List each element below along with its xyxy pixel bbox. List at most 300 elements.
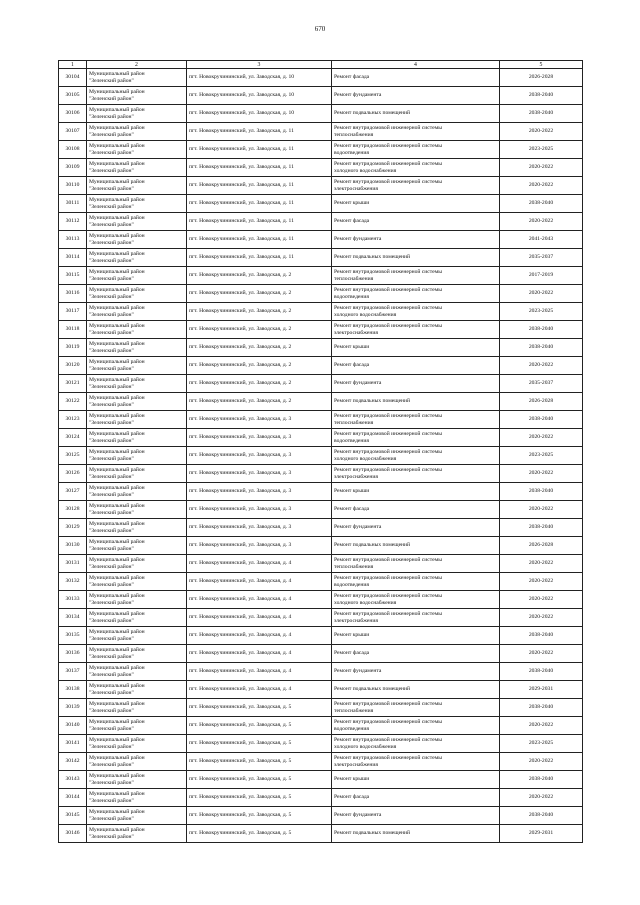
work-type-cell <box>332 285 500 303</box>
row-number-cell: 30124 <box>59 429 87 447</box>
municipality-line: "Зеленский район" <box>89 329 134 336</box>
table-row <box>59 519 583 537</box>
address-cell: пгт. Новокручининский, ул. Заводская, д. 3 <box>187 537 332 555</box>
municipality-cell <box>87 393 187 411</box>
planned-period-cell: 2020-2022 <box>500 177 583 195</box>
address-cell: пгт. Новокручининский, ул. Заводская, д. 11 <box>187 231 332 249</box>
municipality-cell <box>87 825 187 843</box>
municipality-line: Муниципальный район <box>89 809 145 816</box>
municipality-cell <box>87 69 187 87</box>
work-type-line: Ремонт внутридомовой инженерной системы <box>334 305 442 312</box>
table-row <box>59 789 583 807</box>
address-cell: пгт. Новокручининский, ул. Заводская, д. 4 <box>187 555 332 573</box>
row-number-cell: 30114 <box>59 249 87 267</box>
work-type-line: Ремонт внутридомовой инженерной системы <box>334 755 442 762</box>
municipality-line: Муниципальный район <box>89 197 145 204</box>
municipality-line: "Зеленский район" <box>89 347 134 354</box>
planned-period-cell: 2038-2040 <box>500 699 583 717</box>
municipality-line: "Зеленский район" <box>89 725 134 732</box>
address-cell: пгт. Новокручининский, ул. Заводская, д. 4 <box>187 645 332 663</box>
municipality-line: "Зеленский район" <box>89 509 134 516</box>
municipality-cell <box>87 87 187 105</box>
work-type-line: холодного водоснабжения <box>334 599 397 606</box>
work-type-line: Ремонт внутридомовой инженерной системы <box>334 701 442 708</box>
work-type-line: Ремонт внутридомовой инженерной системы <box>334 557 442 564</box>
work-type-cell <box>332 681 500 699</box>
municipality-cell <box>87 411 187 429</box>
table-row <box>59 195 583 213</box>
municipality-line: "Зеленский район" <box>89 149 134 156</box>
row-number-cell: 30136 <box>59 645 87 663</box>
planned-period-cell: 2020-2022 <box>500 285 583 303</box>
work-type-cell <box>332 339 500 357</box>
work-type-line: Ремонт крыши <box>334 776 370 783</box>
municipality-line: Муниципальный район <box>89 683 145 690</box>
work-type-cell <box>332 447 500 465</box>
row-number-cell: 30144 <box>59 789 87 807</box>
municipality-line: Муниципальный район <box>89 233 145 240</box>
work-type-cell <box>332 213 500 231</box>
table-row <box>59 249 583 267</box>
row-number-cell: 30115 <box>59 267 87 285</box>
municipality-cell <box>87 627 187 645</box>
table-row <box>59 663 583 681</box>
municipality-line: "Зеленский район" <box>89 797 134 804</box>
municipality-line: "Зеленский район" <box>89 689 134 696</box>
table-row <box>59 69 583 87</box>
table-row <box>59 303 583 321</box>
municipality-cell <box>87 195 187 213</box>
municipality-cell <box>87 663 187 681</box>
table-body <box>59 69 583 843</box>
municipality-line: Муниципальный район <box>89 719 145 726</box>
municipality-cell <box>87 807 187 825</box>
table-row <box>59 555 583 573</box>
work-type-cell <box>332 303 500 321</box>
planned-period-cell: 2020-2022 <box>500 429 583 447</box>
municipality-line: Муниципальный район <box>89 341 145 348</box>
municipality-line: "Зеленский район" <box>89 563 134 570</box>
work-type-cell <box>332 267 500 285</box>
address-cell: пгт. Новокручининский, ул. Заводская, д. 4 <box>187 591 332 609</box>
municipality-cell <box>87 177 187 195</box>
row-number-cell: 30108 <box>59 141 87 159</box>
address-cell: пгт. Новокручининский, ул. Заводская, д. 2 <box>187 321 332 339</box>
work-type-cell <box>332 123 500 141</box>
work-type-line: водоотведения <box>334 293 369 300</box>
address-cell: пгт. Новокручининский, ул. Заводская, д. 4 <box>187 681 332 699</box>
work-type-line: Ремонт подвальных помещений <box>334 398 411 405</box>
municipality-line: Муниципальный район <box>89 413 145 420</box>
work-type-line: Ремонт внутридомовой инженерной системы <box>334 143 442 150</box>
municipality-line: "Зеленский район" <box>89 635 134 642</box>
work-type-cell <box>332 321 500 339</box>
table-header-row <box>59 61 583 69</box>
municipality-cell <box>87 231 187 249</box>
municipality-line: Муниципальный район <box>89 125 145 132</box>
municipality-line: Муниципальный район <box>89 755 145 762</box>
work-type-line: Ремонт внутридомовой инженерной системы <box>334 413 442 420</box>
row-number-cell: 30118 <box>59 321 87 339</box>
municipality-line: "Зеленский район" <box>89 401 134 408</box>
municipality-cell <box>87 447 187 465</box>
municipality-line: "Зеленский район" <box>89 437 134 444</box>
municipality-line: "Зеленский район" <box>89 257 134 264</box>
planned-period-cell: 2038-2040 <box>500 339 583 357</box>
municipality-line: Муниципальный район <box>89 593 145 600</box>
column-header-3: 3 <box>187 61 332 69</box>
row-number-cell: 30111 <box>59 195 87 213</box>
municipality-line: Муниципальный район <box>89 701 145 708</box>
municipality-line: Муниципальный район <box>89 611 145 618</box>
table-row <box>59 681 583 699</box>
row-number-cell: 30142 <box>59 753 87 771</box>
municipality-line: "Зеленский район" <box>89 203 134 210</box>
municipality-line: "Зеленский район" <box>89 275 134 282</box>
table-row <box>59 321 583 339</box>
work-type-line: теплоснабжения <box>334 131 374 138</box>
municipality-line: Муниципальный район <box>89 287 145 294</box>
work-type-line: водоотведения <box>334 149 369 156</box>
address-cell: пгт. Новокручининский, ул. Заводская, д. 5 <box>187 807 332 825</box>
planned-period-cell: 2026-2028 <box>500 69 583 87</box>
municipality-line: Муниципальный район <box>89 791 145 798</box>
planned-period-cell: 2017-2019 <box>500 267 583 285</box>
municipality-cell <box>87 303 187 321</box>
work-type-line: Ремонт внутридомовой инженерной системы <box>334 323 442 330</box>
address-cell: пгт. Новокручининский, ул. Заводская, д. 5 <box>187 825 332 843</box>
planned-period-cell: 2035-2037 <box>500 249 583 267</box>
municipality-cell <box>87 267 187 285</box>
row-number-cell: 30104 <box>59 69 87 87</box>
work-type-line: Ремонт подвальных помещений <box>334 542 411 549</box>
row-number-cell: 30129 <box>59 519 87 537</box>
work-type-line: Ремонт фасада <box>334 650 370 657</box>
work-type-line: Ремонт внутридомовой инженерной системы <box>334 431 442 438</box>
work-type-line: электроснабжения <box>334 329 378 336</box>
planned-period-cell: 2035-2037 <box>500 375 583 393</box>
work-type-line: электроснабжения <box>334 473 378 480</box>
municipality-cell <box>87 105 187 123</box>
table-row <box>59 699 583 717</box>
municipality-line: Муниципальный район <box>89 773 145 780</box>
address-cell: пгт. Новокручининский, ул. Заводская, д. 3 <box>187 429 332 447</box>
table-row <box>59 339 583 357</box>
municipality-line: Муниципальный район <box>89 503 145 510</box>
municipality-line: "Зеленский район" <box>89 761 134 768</box>
municipality-line: "Зеленский район" <box>89 833 134 840</box>
table-row <box>59 501 583 519</box>
work-type-line: Ремонт внутридомовой инженерной системы <box>334 449 442 456</box>
municipality-line: Муниципальный район <box>89 107 145 114</box>
planned-period-cell: 2023-2025 <box>500 735 583 753</box>
row-number-cell: 30127 <box>59 483 87 501</box>
municipality-line: Муниципальный район <box>89 665 145 672</box>
work-type-line: Ремонт внутридомовой инженерной системы <box>334 269 442 276</box>
work-type-line: Ремонт фасада <box>334 218 370 225</box>
page-number: 670 <box>314 25 326 33</box>
planned-period-cell: 2038-2040 <box>500 105 583 123</box>
work-type-line: Ремонт внутридомовой инженерной системы <box>334 287 442 294</box>
municipality-line: "Зеленский район" <box>89 653 134 660</box>
municipality-cell <box>87 591 187 609</box>
row-number-cell: 30140 <box>59 717 87 735</box>
municipality-line: Муниципальный район <box>89 431 145 438</box>
work-type-cell <box>332 519 500 537</box>
municipality-line: "Зеленский район" <box>89 671 134 678</box>
planned-period-cell: 2038-2040 <box>500 519 583 537</box>
address-cell: пгт. Новокручининский, ул. Заводская, д. 4 <box>187 627 332 645</box>
work-type-cell <box>332 699 500 717</box>
address-cell: пгт. Новокручининский, ул. Заводская, д. 4 <box>187 663 332 681</box>
planned-period-cell: 2020-2022 <box>500 789 583 807</box>
municipality-line: "Зеленский район" <box>89 617 134 624</box>
work-type-cell <box>332 393 500 411</box>
municipality-line: Муниципальный район <box>89 557 145 564</box>
address-cell: пгт. Новокручининский, ул. Заводская, д. 10 <box>187 105 332 123</box>
planned-period-cell: 2038-2040 <box>500 483 583 501</box>
municipality-line: "Зеленский район" <box>89 527 134 534</box>
work-type-line: Ремонт фундамента <box>334 524 382 531</box>
work-type-line: Ремонт фундамента <box>334 92 382 99</box>
column-header-2: 2 <box>87 61 187 69</box>
work-type-line: Ремонт внутридомовой инженерной системы <box>334 593 442 600</box>
row-number-cell: 30146 <box>59 825 87 843</box>
address-cell: пгт. Новокручининский, ул. Заводская, д. 5 <box>187 735 332 753</box>
address-cell: пгт. Новокручининский, ул. Заводская, д. 11 <box>187 213 332 231</box>
municipality-cell <box>87 375 187 393</box>
row-number-cell: 30141 <box>59 735 87 753</box>
municipality-cell <box>87 249 187 267</box>
municipality-line: "Зеленский район" <box>89 131 134 138</box>
address-cell: пгт. Новокручининский, ул. Заводская, д. 11 <box>187 249 332 267</box>
municipality-line: Муниципальный район <box>89 575 145 582</box>
work-type-cell <box>332 429 500 447</box>
work-type-line: водоотведения <box>334 725 369 732</box>
address-cell: пгт. Новокручининский, ул. Заводская, д. 2 <box>187 285 332 303</box>
address-cell: пгт. Новокручининский, ул. Заводская, д. 5 <box>187 717 332 735</box>
work-type-line: водоотведения <box>334 581 369 588</box>
municipality-cell <box>87 573 187 591</box>
table-row <box>59 645 583 663</box>
work-type-cell <box>332 357 500 375</box>
municipality-line: "Зеленский район" <box>89 293 134 300</box>
address-cell: пгт. Новокручининский, ул. Заводская, д. 11 <box>187 123 332 141</box>
table-row <box>59 357 583 375</box>
row-number-cell: 30106 <box>59 105 87 123</box>
municipality-cell <box>87 123 187 141</box>
work-type-cell <box>332 825 500 843</box>
municipality-line: "Зеленский район" <box>89 581 134 588</box>
table-row <box>59 141 583 159</box>
municipality-line: "Зеленский район" <box>89 239 134 246</box>
municipality-cell <box>87 357 187 375</box>
work-type-line: Ремонт внутридомовой инженерной системы <box>334 575 442 582</box>
work-type-line: холодного водоснабжения <box>334 311 397 318</box>
municipality-line: Муниципальный район <box>89 359 145 366</box>
table-row <box>59 609 583 627</box>
work-type-cell <box>332 789 500 807</box>
work-type-line: Ремонт фундамента <box>334 380 382 387</box>
municipality-cell <box>87 753 187 771</box>
table-row <box>59 573 583 591</box>
municipality-line: Муниципальный район <box>89 89 145 96</box>
address-cell: пгт. Новокручининский, ул. Заводская, д. 11 <box>187 177 332 195</box>
row-number-cell: 30109 <box>59 159 87 177</box>
planned-period-cell: 2026-2028 <box>500 393 583 411</box>
work-type-cell <box>332 231 500 249</box>
work-type-line: теплоснабжения <box>334 275 374 282</box>
row-number-cell: 30121 <box>59 375 87 393</box>
table-row <box>59 627 583 645</box>
address-cell: пгт. Новокручининский, ул. Заводская, д. 11 <box>187 195 332 213</box>
municipality-line: Муниципальный район <box>89 251 145 258</box>
municipality-line: Муниципальный район <box>89 449 145 456</box>
municipality-line: "Зеленский район" <box>89 779 134 786</box>
municipality-cell <box>87 789 187 807</box>
work-type-line: электроснабжения <box>334 185 378 192</box>
work-type-cell <box>332 807 500 825</box>
municipality-line: "Зеленский район" <box>89 455 134 462</box>
address-cell: пгт. Новокручининский, ул. Заводская, д. 2 <box>187 375 332 393</box>
work-type-line: Ремонт внутридомовой инженерной системы <box>334 161 442 168</box>
municipality-cell <box>87 159 187 177</box>
planned-period-cell: 2023-2025 <box>500 447 583 465</box>
address-cell: пгт. Новокручининский, ул. Заводская, д. 5 <box>187 699 332 717</box>
work-type-line: Ремонт фасада <box>334 506 370 513</box>
municipality-line: "Зеленский район" <box>89 77 134 84</box>
municipality-line: "Зеленский район" <box>89 815 134 822</box>
municipality-cell <box>87 699 187 717</box>
work-type-cell <box>332 717 500 735</box>
address-cell: пгт. Новокручининский, ул. Заводская, д. 11 <box>187 141 332 159</box>
row-number-cell: 30107 <box>59 123 87 141</box>
planned-period-cell: 2029-2031 <box>500 681 583 699</box>
work-type-line: электроснабжения <box>334 617 378 624</box>
work-type-cell <box>332 483 500 501</box>
address-cell: пгт. Новокручининский, ул. Заводская, д. 3 <box>187 447 332 465</box>
row-number-cell: 30110 <box>59 177 87 195</box>
planned-period-cell: 2038-2040 <box>500 195 583 213</box>
row-number-cell: 30128 <box>59 501 87 519</box>
work-type-cell <box>332 555 500 573</box>
municipality-cell <box>87 717 187 735</box>
work-type-line: Ремонт фасада <box>334 74 370 81</box>
planned-period-cell: 2020-2022 <box>500 123 583 141</box>
planned-period-cell: 2020-2022 <box>500 591 583 609</box>
municipality-line: "Зеленский район" <box>89 311 134 318</box>
address-cell: пгт. Новокручининский, ул. Заводская, д. 2 <box>187 339 332 357</box>
table-row <box>59 537 583 555</box>
planned-period-cell: 2038-2040 <box>500 807 583 825</box>
repair-schedule-table <box>58 60 583 843</box>
table-row <box>59 177 583 195</box>
work-type-cell <box>332 753 500 771</box>
municipality-line: Муниципальный район <box>89 179 145 186</box>
row-number-cell: 30137 <box>59 663 87 681</box>
municipality-cell <box>87 339 187 357</box>
work-type-line: Ремонт внутридомовой инженерной системы <box>334 179 442 186</box>
column-header-4: 4 <box>332 61 500 69</box>
planned-period-cell: 2038-2040 <box>500 321 583 339</box>
planned-period-cell: 2020-2022 <box>500 717 583 735</box>
municipality-cell <box>87 735 187 753</box>
work-type-cell <box>332 87 500 105</box>
work-type-line: теплоснабжения <box>334 707 374 714</box>
municipality-line: "Зеленский район" <box>89 383 134 390</box>
work-type-line: теплоснабжения <box>334 563 374 570</box>
municipality-cell <box>87 321 187 339</box>
municipality-line: "Зеленский район" <box>89 167 134 174</box>
address-cell: пгт. Новокручининский, ул. Заводская, д. 4 <box>187 573 332 591</box>
address-cell: пгт. Новокручининский, ул. Заводская, д. 2 <box>187 267 332 285</box>
municipality-line: Муниципальный район <box>89 521 145 528</box>
municipality-line: Муниципальный район <box>89 161 145 168</box>
planned-period-cell: 2020-2022 <box>500 357 583 375</box>
municipality-line: Муниципальный район <box>89 629 145 636</box>
planned-period-cell: 2029-2031 <box>500 825 583 843</box>
municipality-cell <box>87 771 187 789</box>
work-type-line: Ремонт подвальных помещений <box>334 254 411 261</box>
municipality-line: Муниципальный район <box>89 485 145 492</box>
municipality-line: Муниципальный район <box>89 269 145 276</box>
row-number-cell: 30117 <box>59 303 87 321</box>
work-type-line: Ремонт фундамента <box>334 236 382 243</box>
table-row <box>59 807 583 825</box>
row-number-cell: 30112 <box>59 213 87 231</box>
row-number-cell: 30132 <box>59 573 87 591</box>
municipality-line: Муниципальный район <box>89 539 145 546</box>
table-row <box>59 159 583 177</box>
municipality-line: "Зеленский район" <box>89 95 134 102</box>
row-number-cell: 30126 <box>59 465 87 483</box>
work-type-cell <box>332 375 500 393</box>
row-number-cell: 30116 <box>59 285 87 303</box>
work-type-cell <box>332 249 500 267</box>
row-number-cell: 30143 <box>59 771 87 789</box>
work-type-line: водоотведения <box>334 437 369 444</box>
work-type-line: Ремонт фундамента <box>334 668 382 675</box>
work-type-line: теплоснабжения <box>334 419 374 426</box>
planned-period-cell: 2020-2022 <box>500 645 583 663</box>
work-type-cell <box>332 537 500 555</box>
address-cell: пгт. Новокручининский, ул. Заводская, д. 4 <box>187 609 332 627</box>
municipality-line: Муниципальный район <box>89 467 145 474</box>
work-type-cell <box>332 645 500 663</box>
municipality-cell <box>87 555 187 573</box>
municipality-cell <box>87 609 187 627</box>
municipality-cell <box>87 285 187 303</box>
municipality-line: Муниципальный район <box>89 647 145 654</box>
municipality-cell <box>87 141 187 159</box>
municipality-cell <box>87 465 187 483</box>
work-type-cell <box>332 159 500 177</box>
municipality-line: "Зеленский район" <box>89 473 134 480</box>
municipality-line: "Зеленский район" <box>89 491 134 498</box>
work-type-cell <box>332 735 500 753</box>
work-type-line: Ремонт подвальных помещений <box>334 110 411 117</box>
municipality-cell <box>87 429 187 447</box>
table-row <box>59 267 583 285</box>
work-type-line: холодного водоснабжения <box>334 455 397 462</box>
municipality-line: "Зеленский район" <box>89 743 134 750</box>
work-type-line: Ремонт внутридомовой инженерной системы <box>334 737 442 744</box>
address-cell: пгт. Новокручининский, ул. Заводская, д. 5 <box>187 753 332 771</box>
municipality-cell <box>87 519 187 537</box>
row-number-cell: 30120 <box>59 357 87 375</box>
row-number-cell: 30139 <box>59 699 87 717</box>
table-row <box>59 591 583 609</box>
